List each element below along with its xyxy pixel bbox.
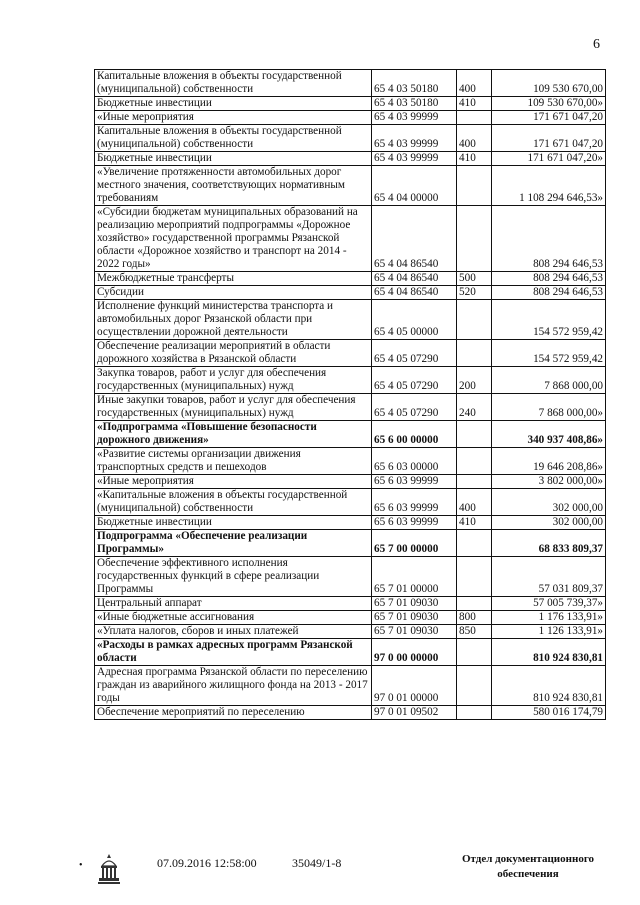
- row-name-cell: «Уплата налогов, сборов и иных платежей: [95, 625, 372, 639]
- row-amount-cell: 1 176 133,91»: [492, 611, 606, 625]
- row-amount-cell: 68 833 809,37: [492, 530, 606, 557]
- row-type-cell: [457, 666, 492, 706]
- footer-department: [453, 852, 603, 882]
- table-row: [95, 666, 606, 706]
- table-row: [95, 394, 606, 421]
- row-name-cell: «Иные мероприятия: [95, 475, 372, 489]
- row-amount-cell: 154 572 959,42: [492, 340, 606, 367]
- row-type-cell: 400: [457, 70, 492, 97]
- footer-doc-number: 35049/1-8: [292, 856, 342, 870]
- row-code-cell: 97 0 01 00000: [372, 666, 457, 706]
- row-amount-cell: 109 530 670,00»: [492, 97, 606, 111]
- table-row: [95, 611, 606, 625]
- row-name-cell: Иные закупки товаров, работ и услуг для обеспечения государственных (муниципальных) нужд: [95, 394, 372, 421]
- table-row: [95, 625, 606, 639]
- row-amount-cell: 7 868 000,00: [492, 367, 606, 394]
- row-name-cell: Обеспечение реализации мероприятий в области дорожного хозяйства в Рязанской области: [95, 340, 372, 367]
- row-code-cell: 65 7 01 09030: [372, 625, 457, 639]
- row-type-cell: [457, 530, 492, 557]
- table-row: [95, 125, 606, 152]
- row-name-cell: Бюджетные инвестиции: [95, 152, 372, 166]
- table-row: [95, 516, 606, 530]
- row-name-cell: «Иные бюджетные ассигнования: [95, 611, 372, 625]
- page-footer: [0, 852, 640, 892]
- row-code-cell: 65 4 04 00000: [372, 166, 457, 206]
- table-row: [95, 340, 606, 367]
- row-amount-cell: 57 005 739,37»: [492, 597, 606, 611]
- row-name-cell: Бюджетные инвестиции: [95, 97, 372, 111]
- row-type-cell: 400: [457, 125, 492, 152]
- row-type-cell: 850: [457, 625, 492, 639]
- row-type-cell: [457, 300, 492, 340]
- table-row: [95, 272, 606, 286]
- row-amount-cell: 171 671 047,20: [492, 125, 606, 152]
- row-code-cell: 65 4 04 86540: [372, 272, 457, 286]
- row-code-cell: 97 0 01 09502: [372, 706, 457, 720]
- table-row: [95, 530, 606, 557]
- footer-department-line1: Отдел документационного: [461, 853, 595, 865]
- row-code-cell: 65 4 05 00000: [372, 300, 457, 340]
- row-name-cell: «Подпрограмма «Повышение безопасности дорожного движения»: [95, 421, 372, 448]
- row-type-cell: 240: [457, 394, 492, 421]
- row-amount-cell: 154 572 959,42: [492, 300, 606, 340]
- row-name-cell: «Увеличение протяженности автомобильных дорог местного значения, соответствующих нормативным требованиям: [95, 166, 372, 206]
- table-row: [95, 448, 606, 475]
- table-row: [95, 166, 606, 206]
- page-number: 6: [593, 37, 600, 52]
- row-amount-cell: 57 031 809,37: [492, 557, 606, 597]
- row-code-cell: 65 4 03 99999: [372, 152, 457, 166]
- row-amount-cell: 302 000,00: [492, 489, 606, 516]
- row-type-cell: 410: [457, 152, 492, 166]
- row-code-cell: 65 7 01 00000: [372, 557, 457, 597]
- row-name-cell: Обеспечение мероприятий по переселению: [95, 706, 372, 720]
- row-code-cell: 65 4 04 86540: [372, 206, 457, 272]
- row-type-cell: [457, 340, 492, 367]
- row-type-cell: 410: [457, 516, 492, 530]
- row-name-cell: Адресная программа Рязанской области по переселению граждан из аварийного жилищного фонда на 2013 - 2017 годы: [95, 666, 372, 706]
- footer-dot: •: [79, 860, 83, 871]
- row-amount-cell: 340 937 408,86»: [492, 421, 606, 448]
- row-name-cell: Бюджетные инвестиции: [95, 516, 372, 530]
- row-type-cell: [457, 597, 492, 611]
- row-amount-cell: 808 294 646,53: [492, 286, 606, 300]
- table-row: [95, 706, 606, 720]
- row-amount-cell: 19 646 208,86»: [492, 448, 606, 475]
- row-code-cell: 97 0 00 00000: [372, 639, 457, 666]
- table-row: [95, 489, 606, 516]
- row-code-cell: 65 7 01 09030: [372, 597, 457, 611]
- row-name-cell: «Капитальные вложения в объекты государственной (муниципальной) собственности: [95, 489, 372, 516]
- row-code-cell: 65 4 03 50180: [372, 70, 457, 97]
- row-type-cell: 500: [457, 272, 492, 286]
- row-type-cell: [457, 166, 492, 206]
- row-code-cell: 65 7 01 09030: [372, 611, 457, 625]
- row-name-cell: «Иные мероприятия: [95, 111, 372, 125]
- row-code-cell: 65 4 05 07290: [372, 340, 457, 367]
- row-type-cell: [457, 557, 492, 597]
- footer-date: 07.09.2016 12:58:00: [157, 856, 257, 870]
- row-type-cell: 800: [457, 611, 492, 625]
- row-code-cell: 65 6 03 99999: [372, 516, 457, 530]
- row-code-cell: 65 4 03 99999: [372, 111, 457, 125]
- budget-table: [94, 69, 606, 720]
- row-type-cell: [457, 448, 492, 475]
- row-code-cell: 65 7 00 00000: [372, 530, 457, 557]
- row-code-cell: 65 6 03 00000: [372, 448, 457, 475]
- row-type-cell: 410: [457, 97, 492, 111]
- row-code-cell: 65 6 03 99999: [372, 489, 457, 516]
- row-code-cell: 65 4 04 86540: [372, 286, 457, 300]
- table-row: [95, 597, 606, 611]
- row-name-cell: Центральный аппарат: [95, 597, 372, 611]
- row-name-cell: Закупка товаров, работ и услуг для обеспечения государственных (муниципальных) нужд: [95, 367, 372, 394]
- row-code-cell: 65 4 05 07290: [372, 367, 457, 394]
- row-name-cell: Межбюджетные трансферты: [95, 272, 372, 286]
- row-name-cell: Подпрограмма «Обеспечение реализации Программы»: [95, 530, 372, 557]
- table-row: [95, 421, 606, 448]
- row-amount-cell: 808 294 646,53: [492, 206, 606, 272]
- row-name-cell: Капитальные вложения в объекты государственной (муниципальной) собственности: [95, 125, 372, 152]
- row-amount-cell: 810 924 830,81: [492, 639, 606, 666]
- row-type-cell: 200: [457, 367, 492, 394]
- row-code-cell: 65 4 03 50180: [372, 97, 457, 111]
- table-row: [95, 97, 606, 111]
- table-row: [95, 70, 606, 97]
- row-name-cell: Субсидии: [95, 286, 372, 300]
- row-type-cell: 520: [457, 286, 492, 300]
- footer-department-line2: обеспечения: [497, 868, 559, 880]
- row-code-cell: 65 6 03 99999: [372, 475, 457, 489]
- table-row: [95, 152, 606, 166]
- row-name-cell: «Субсидии бюджетам муниципальных образований на реализацию мероприятий подпрограммы «Дорожное хозяйство» государственной программы Рязанской области «Дорожное хозяйство и транспорт на 2014 - 2022 годы»: [95, 206, 372, 272]
- row-amount-cell: 808 294 646,53: [492, 272, 606, 286]
- table-row: [95, 111, 606, 125]
- row-type-cell: 400: [457, 489, 492, 516]
- table-row: [95, 286, 606, 300]
- row-name-cell: Исполнение функций министерства транспорта и автомобильных дорог Рязанской области при осуществлении дорожной деятельности: [95, 300, 372, 340]
- row-amount-cell: 109 530 670,00: [492, 70, 606, 97]
- row-amount-cell: 580 016 174,79: [492, 706, 606, 720]
- row-type-cell: [457, 421, 492, 448]
- row-amount-cell: 1 108 294 646,53»: [492, 166, 606, 206]
- row-amount-cell: 3 802 000,00»: [492, 475, 606, 489]
- row-amount-cell: 171 671 047,20»: [492, 152, 606, 166]
- table-row: [95, 206, 606, 272]
- table-row: [95, 557, 606, 597]
- table-row: [95, 300, 606, 340]
- row-type-cell: [457, 111, 492, 125]
- row-name-cell: Капитальные вложения в объекты государственной (муниципальной) собственности: [95, 70, 372, 97]
- row-type-cell: [457, 706, 492, 720]
- row-amount-cell: 171 671 047,20: [492, 111, 606, 125]
- row-amount-cell: 7 868 000,00»: [492, 394, 606, 421]
- row-name-cell: «Расходы в рамках адресных программ Рязанской области: [95, 639, 372, 666]
- row-name-cell: Обеспечение эффективного исполнения государственных функций в сфере реализации Программы: [95, 557, 372, 597]
- table-row: [95, 475, 606, 489]
- row-amount-cell: 810 924 830,81: [492, 666, 606, 706]
- row-name-cell: «Развитие системы организации движения транспортных средств и пешеходов: [95, 448, 372, 475]
- row-type-cell: [457, 206, 492, 272]
- table-row: [95, 367, 606, 394]
- table-row: [95, 639, 606, 666]
- row-code-cell: 65 6 00 00000: [372, 421, 457, 448]
- row-type-cell: [457, 639, 492, 666]
- row-code-cell: 65 4 05 07290: [372, 394, 457, 421]
- row-amount-cell: 1 126 133,91»: [492, 625, 606, 639]
- row-type-cell: [457, 475, 492, 489]
- row-amount-cell: 302 000,00: [492, 516, 606, 530]
- row-code-cell: 65 4 03 99999: [372, 125, 457, 152]
- building-logo-icon: [97, 852, 121, 886]
